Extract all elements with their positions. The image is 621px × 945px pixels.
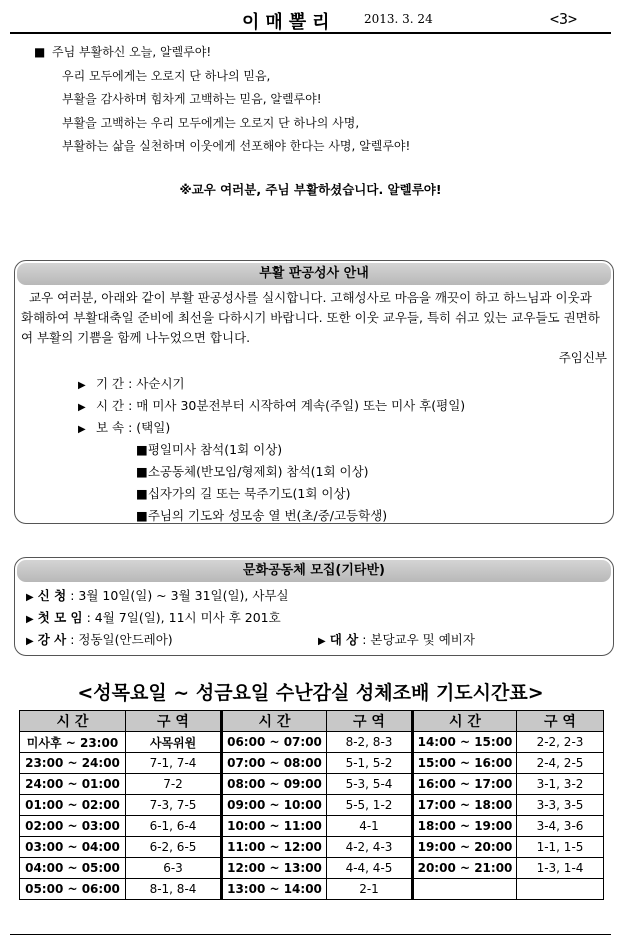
confession-signature: 주임신부 [558,350,607,365]
footer-divider [10,934,611,935]
time-cell [413,879,517,900]
time-cell: 15:00 ~ 16:00 [413,753,517,774]
confession-penance: ▶ 보 속 : (택일) [78,420,171,435]
zone-cell: 5-1, 5-2 [327,753,413,774]
culture-teacher: ▶ 강 사 : 정동일(안드레아) [26,632,173,647]
table-row [20,816,604,837]
penance-option: ■십자가의 길 또는 묵주기도(1회 이상) [136,486,351,501]
prayer-schedule-table [19,710,604,900]
square-bullet-icon: ■ [136,508,148,523]
schedule-header-row [20,711,604,732]
zone-cell: 7-1, 7-4 [126,753,222,774]
time-cell: 13:00 ~ 14:00 [222,879,327,900]
zone-cell: 4-1 [327,816,413,837]
table-row [20,732,604,753]
time-cell: 04:00 ~ 05:00 [20,858,126,879]
greeting-line: 부활을 감사하며 힘차게 고백하는 믿음, 알렐루야! [62,92,322,106]
confession-time: ▶ 시 간 : 매 미사 30분전부터 시작하여 계속(주일) 또는 미사 후(평일) [78,398,466,413]
zone-cell: 사목위원 [126,732,222,753]
table-row [20,837,604,858]
zone-cell: 7-3, 7-5 [126,795,222,816]
time-cell: 14:00 ~ 15:00 [413,732,517,753]
time-cell: 24:00 ~ 01:00 [20,774,126,795]
table-row [20,858,604,879]
zone-header: 구 역 [327,711,413,732]
square-bullet-icon: ■ [34,45,46,59]
zone-cell: 4-2, 4-3 [327,837,413,858]
zone-cell: 7-2 [126,774,222,795]
arrow-bullet-icon: ▶ [26,592,34,603]
greeting-line: ■ 주님 부활하신 오늘, 알렐루야! [34,41,410,65]
greeting-line: 부활하는 삶을 실천하며 이웃에게 선포해야 한다는 사명, 알렐루야! [62,139,411,153]
time-cell: 10:00 ~ 11:00 [222,816,327,837]
table-row [20,795,604,816]
zone-cell: 1-1, 1-5 [517,837,604,858]
time-cell: 11:00 ~ 12:00 [222,837,327,858]
zone-header: 구 역 [126,711,222,732]
time-cell: 20:00 ~ 21:00 [413,858,517,879]
confession-notice-title: 부활 판공성사 안내 [17,263,611,285]
culture-first-meeting: ▶ 첫 모 임 : 4월 7일(일), 11시 미사 후 201호 [26,610,281,625]
table-row [20,753,604,774]
arrow-bullet-icon: ▶ [78,424,86,435]
arrow-bullet-icon: ▶ [318,636,326,647]
time-cell: 07:00 ~ 08:00 [222,753,327,774]
zone-cell: 6-2, 6-5 [126,837,222,858]
arrow-bullet-icon: ▶ [26,614,34,625]
arrow-bullet-icon: ▶ [78,402,86,413]
arrow-bullet-icon: ▶ [78,380,86,391]
zone-cell: 3-3, 3-5 [517,795,604,816]
culture-apply: ▶ 신 청 : 3월 10일(일) ~ 3월 31일(일), 사무실 [26,588,289,603]
easter-cheer: ※교우 여러분, 주님 부활하셨습니다. 알렐루야! [179,182,442,197]
time-cell: 08:00 ~ 09:00 [222,774,327,795]
square-bullet-icon: ■ [136,442,148,457]
culture-recruit-title: 문화공동체 모집(기타반) [17,560,611,582]
zone-cell: 2-4, 2-5 [517,753,604,774]
time-cell: 23:00 ~ 24:00 [20,753,126,774]
zone-cell: 8-1, 8-4 [126,879,222,900]
zone-header: 구 역 [517,711,604,732]
easter-greeting [34,41,410,159]
time-cell: 02:00 ~ 03:00 [20,816,126,837]
time-cell: 16:00 ~ 17:00 [413,774,517,795]
zone-cell: 6-1, 6-4 [126,816,222,837]
table-row [20,879,604,900]
zone-cell: 6-3 [126,858,222,879]
zone-cell: 2-1 [327,879,413,900]
zone-cell: 3-4, 3-6 [517,816,604,837]
time-cell: 19:00 ~ 20:00 [413,837,517,858]
confession-notice-body: 교우 여러분, 아래와 같이 부활 판공성사를 실시합니다. 고해성사로 마음을 깨끗이 하고 하느님과 이웃과 화해하여 부활대축일 준비에 최선을 다하시기 바랍니다. 또한 이웃 교우들, 특히 쉬고 있는 교우들도 권면하여 부활의 기쁨을 함께 나누었으면 합니다. [21,290,600,345]
arrow-bullet-icon: ▶ [26,636,34,647]
bulletin-date: 2013. 3. 24 [364,12,433,26]
bulletin-title: 이매뽈리 [242,12,336,33]
time-cell: 미사후 ~ 23:00 [20,732,126,753]
time-cell: 18:00 ~ 19:00 [413,816,517,837]
time-cell: 09:00 ~ 10:00 [222,795,327,816]
zone-cell: 4-4, 4-5 [327,858,413,879]
time-header: 시 간 [222,711,327,732]
schedule-body [20,711,604,900]
greeting-line: 부활을 고백하는 우리 모두에게는 오로지 단 하나의 사명, [62,115,360,130]
penance-option: ■소공동체(반모임/형제회) 참석(1회 이상) [136,464,369,479]
zone-cell: 2-2, 2-3 [517,732,604,753]
confession-period: ▶ 기 간 : 사순시기 [78,376,185,391]
zone-cell [517,879,604,900]
time-cell: 06:00 ~ 07:00 [222,732,327,753]
time-cell: 01:00 ~ 02:00 [20,795,126,816]
header-divider [10,32,611,34]
zone-cell: 8-2, 8-3 [327,732,413,753]
square-bullet-icon: ■ [136,464,148,479]
time-cell: 17:00 ~ 18:00 [413,795,517,816]
page-number: <3> [550,10,578,28]
time-cell: 05:00 ~ 06:00 [20,879,126,900]
time-header: 시 간 [413,711,517,732]
zone-cell: 5-5, 1-2 [327,795,413,816]
schedule-title: <성목요일 ~ 성금요일 수난감실 성체조배 기도시간표> [77,682,544,704]
time-cell: 03:00 ~ 04:00 [20,837,126,858]
square-bullet-icon: ■ [136,486,148,501]
table-row [20,774,604,795]
page-header [10,8,611,32]
zone-cell: 5-3, 5-4 [327,774,413,795]
penance-option: ■평일미사 참석(1회 이상) [136,442,283,457]
greeting-line: 우리 모두에게는 오로지 단 하나의 믿음, [62,68,271,83]
culture-target: ▶ 대 상 : 본당교우 및 예비자 [318,632,475,647]
zone-cell: 3-1, 3-2 [517,774,604,795]
time-cell: 12:00 ~ 13:00 [222,858,327,879]
time-header: 시 간 [20,711,126,732]
penance-option: ■주님의 기도와 성모송 열 번(초/중/고등학생) [136,508,388,523]
zone-cell: 1-3, 1-4 [517,858,604,879]
